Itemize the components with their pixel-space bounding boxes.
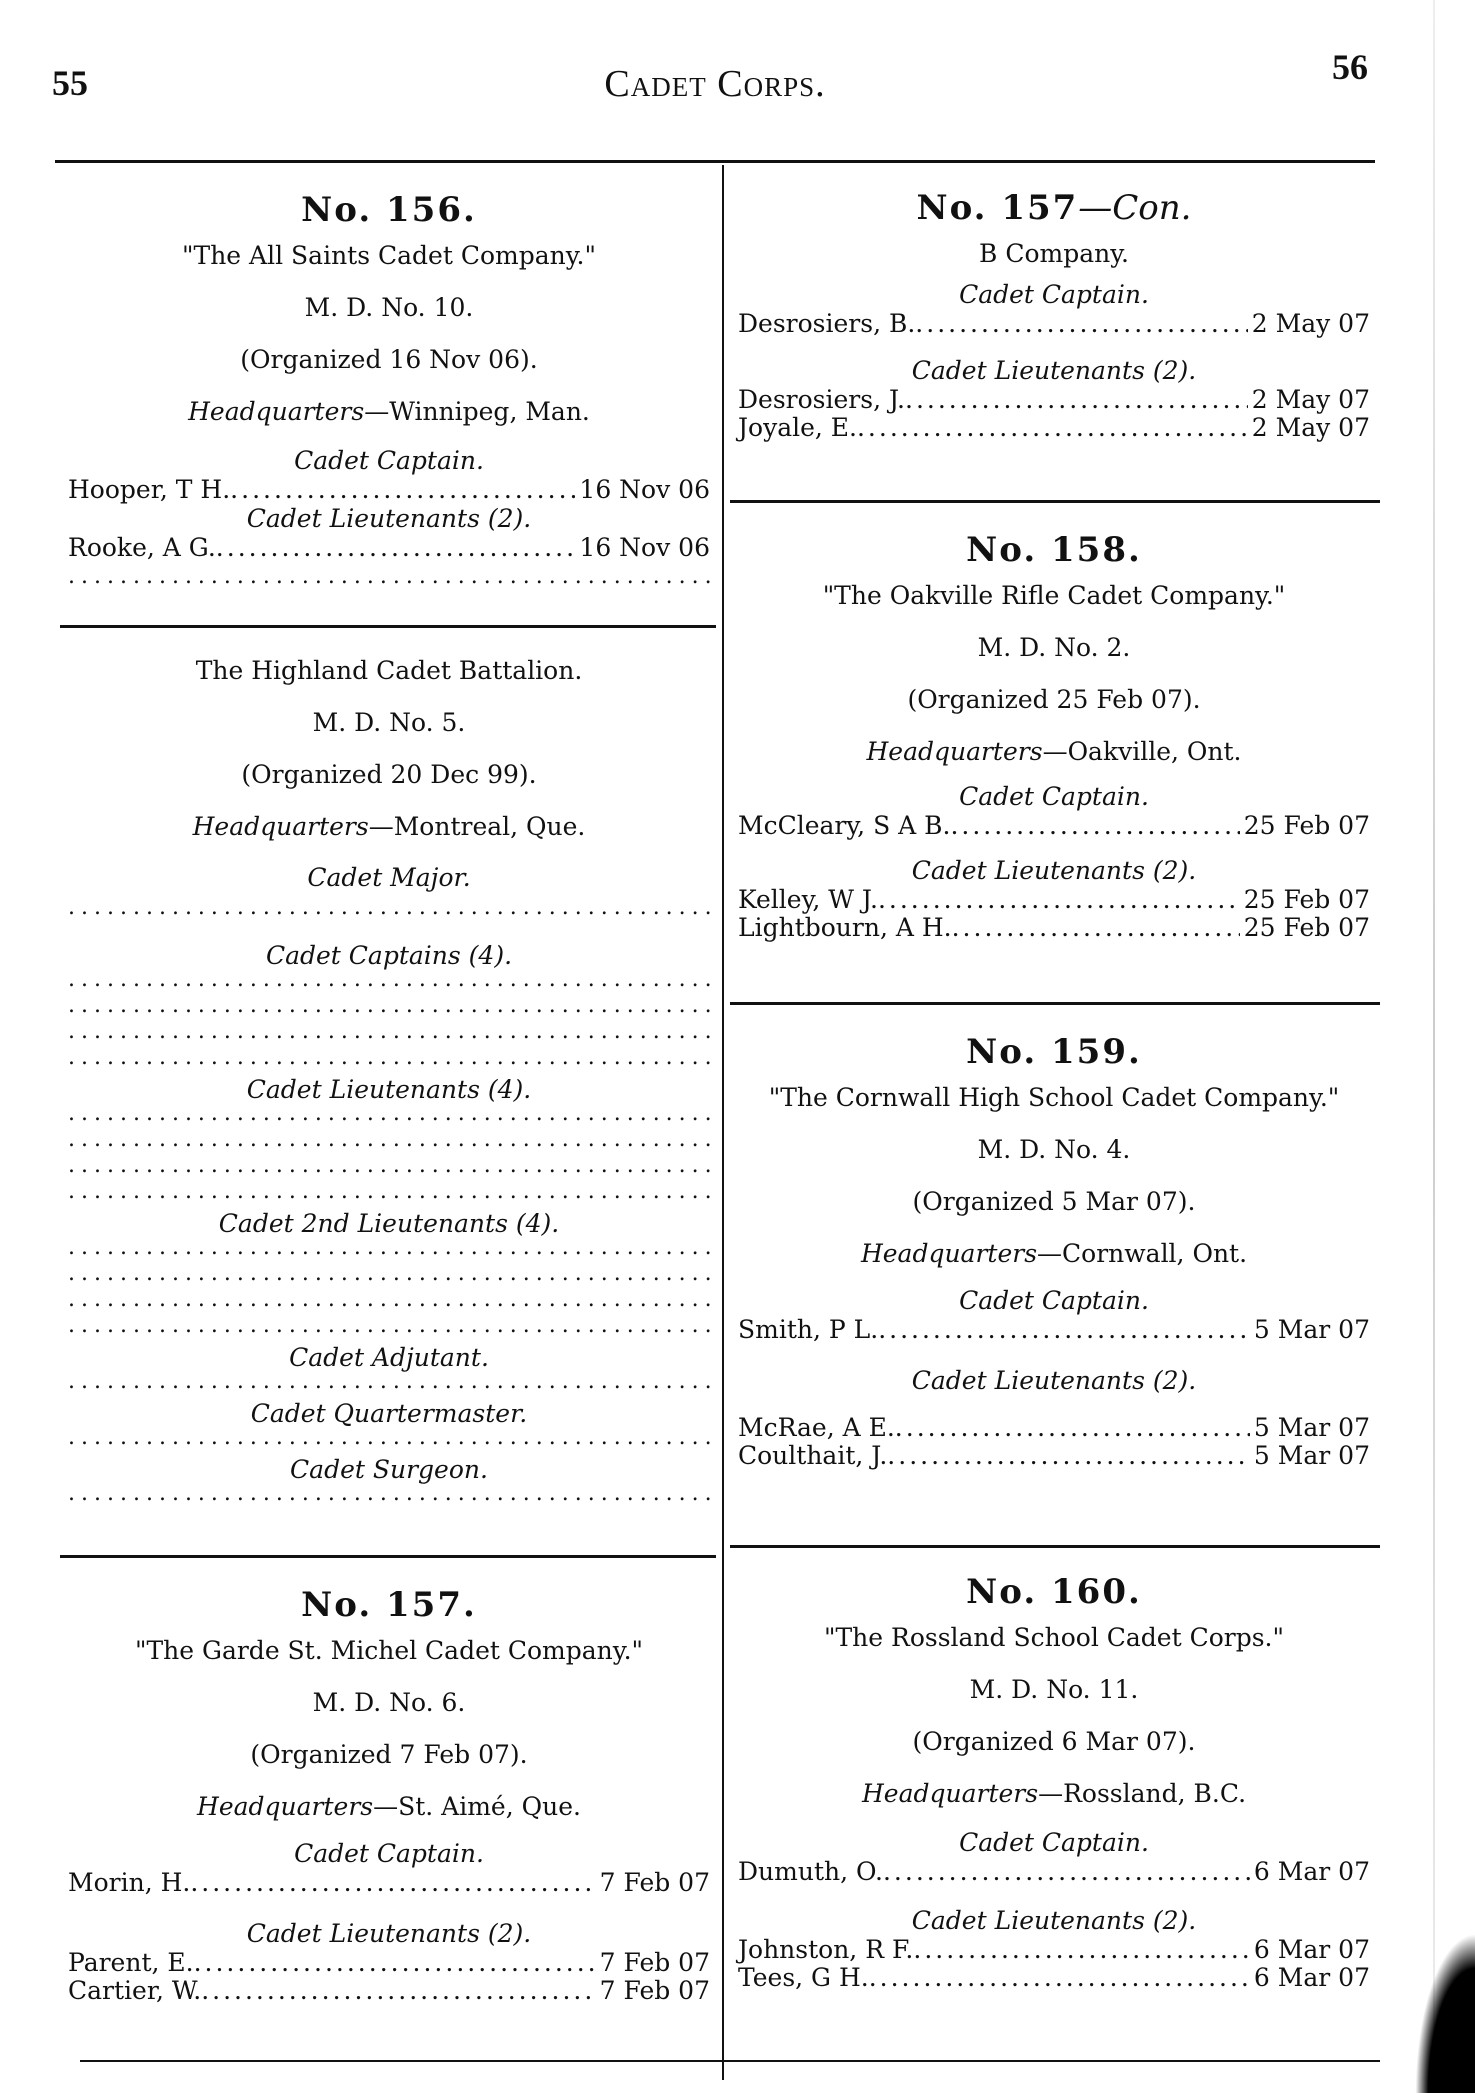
entry-number: No. 159. — [966, 1032, 1142, 1072]
headquarters-label: Headquarters — [188, 397, 365, 426]
leader-dots — [952, 914, 1240, 942]
officer-name: Desrosiers, J. — [738, 385, 905, 414]
officer-date: 2 May 07 — [1251, 309, 1370, 338]
officer-name: Lightbourn, A H. — [738, 913, 952, 942]
section-rule — [60, 1555, 716, 1558]
officer-entry — [738, 310, 1370, 338]
vacant-line — [68, 1239, 710, 1265]
officer-entry — [738, 812, 1370, 840]
section-rule — [730, 500, 1380, 503]
military-district: M. D. No. 5. — [312, 708, 466, 737]
officer-name: Smith, P L. — [738, 1315, 879, 1344]
vacant-line — [68, 1265, 710, 1291]
vacant-line — [68, 1023, 710, 1049]
company-name: "The All Saints Cadet Company." — [182, 241, 596, 270]
company-name: "The Oakville Rifle Cadet Company." — [822, 581, 1286, 610]
role-heading: Cadet Captain. — [959, 782, 1149, 811]
role-heading: Cadet Major. — [307, 863, 471, 892]
officer-name: Kelley, W J. — [738, 885, 878, 914]
entry-highland-battalion — [68, 645, 710, 1511]
headquarters — [738, 1228, 1370, 1280]
officer-entry — [68, 1949, 710, 1977]
military-district: M. D. No. 11. — [969, 1675, 1139, 1704]
officer-name: Joyale, E. — [738, 413, 857, 442]
page-corner-shadow — [1415, 1933, 1475, 2093]
headquarters-label: Headquarters — [866, 737, 1043, 766]
officer-entry — [738, 1442, 1370, 1470]
leader-dots — [913, 1936, 1250, 1964]
organized-date: (Organized 16 Nov 06). — [240, 345, 538, 374]
vacant-line — [68, 1105, 710, 1131]
officer-entry — [738, 914, 1370, 942]
leader-dots — [905, 386, 1248, 414]
vacant-line — [68, 1485, 710, 1511]
officer-entry — [68, 476, 710, 504]
officer-entry — [68, 534, 710, 562]
officer-date: 25 Feb 07 — [1243, 913, 1370, 942]
company-name: "The Cornwall High School Cadet Company." — [768, 1083, 1340, 1112]
role-heading: Cadet Captain. — [959, 1286, 1149, 1315]
officer-name: Johnston, R F. — [738, 1935, 914, 1964]
officer-entry — [738, 386, 1370, 414]
leader-dots — [915, 310, 1247, 338]
headquarters-label: Headquarters — [192, 812, 369, 841]
role-heading: Cadet Lieutenants (2). — [911, 1366, 1197, 1395]
organized-date: (Organized 6 Mar 07). — [912, 1727, 1196, 1756]
leader-dots — [201, 1977, 595, 2005]
officer-name: Desrosiers, B. — [738, 309, 916, 338]
military-district: M. D. No. 10. — [304, 293, 474, 322]
role-heading: Cadet 2nd Lieutenants (4). — [218, 1209, 560, 1238]
officer-name: Dumuth, O. — [738, 1857, 883, 1886]
company-name: "The Garde St. Michel Cadet Company." — [134, 1636, 644, 1665]
officer-date: 16 Nov 06 — [579, 475, 710, 504]
role-heading: Cadet Lieutenants (2). — [246, 504, 532, 533]
vacant-line — [68, 1131, 710, 1157]
role-heading: Cadet Lieutenants (2). — [246, 1919, 532, 1948]
role-heading: Cadet Lieutenants (2). — [911, 856, 1197, 885]
leader-dots — [883, 1858, 1250, 1886]
bottom-rule — [80, 2060, 1380, 2062]
officer-date: 25 Feb 07 — [1243, 811, 1370, 840]
headquarters-value: —Rossland, B.C. — [1038, 1779, 1247, 1808]
organized-date: (Organized 5 Mar 07). — [912, 1187, 1196, 1216]
officer-name: Morin, H. — [68, 1868, 191, 1897]
company-subdivision: B Company. — [979, 239, 1129, 268]
vacant-line — [68, 1373, 710, 1399]
headquarters — [738, 726, 1370, 778]
organized-date: (Organized 25 Feb 07). — [907, 685, 1201, 714]
column-divider — [722, 165, 724, 2080]
officer-entry — [68, 1869, 710, 1897]
leader-dots — [857, 414, 1248, 442]
officer-entry — [738, 886, 1370, 914]
military-district: M. D. No. 4. — [977, 1135, 1131, 1164]
headquarters-label: Headquarters — [861, 1779, 1039, 1808]
officer-date: 25 Feb 07 — [1243, 885, 1370, 914]
vacant-line — [68, 1429, 710, 1455]
entry-number-text: No. 157 — [916, 188, 1079, 228]
headquarters-value: —Montreal, Que. — [368, 812, 586, 841]
officer-entry — [738, 1858, 1370, 1886]
officer-name: Hooper, T H. — [68, 475, 231, 504]
headquarters-value: —St. Aimé, Que. — [373, 1792, 581, 1821]
military-district: M. D. No. 2. — [977, 633, 1131, 662]
section-rule — [730, 1545, 1380, 1548]
leader-dots — [878, 886, 1240, 914]
officer-entry — [68, 1977, 710, 2005]
headquarters — [68, 801, 710, 853]
officer-date: 7 Feb 07 — [599, 1976, 710, 2005]
role-heading: Cadet Adjutant. — [289, 1343, 489, 1372]
headquarters-value: —Cornwall, Ont. — [1037, 1239, 1248, 1268]
vacant-line — [68, 1183, 710, 1209]
officer-date: 16 Nov 06 — [579, 533, 710, 562]
leader-dots — [230, 476, 575, 504]
vacant-line — [68, 899, 710, 925]
leader-dots — [194, 1949, 596, 1977]
officer-name: McRae, A E. — [738, 1413, 895, 1442]
officer-entry — [738, 414, 1370, 442]
leader-dots — [895, 1414, 1250, 1442]
entry-no-157 — [68, 1585, 710, 2005]
left-column — [68, 160, 710, 2080]
leader-dots — [869, 1964, 1250, 1992]
military-district: M. D. No. 6. — [312, 1688, 466, 1717]
headquarters — [68, 386, 710, 438]
officer-name: McCleary, S A B. — [738, 811, 951, 840]
leader-dots — [216, 534, 576, 562]
officer-name: Cartier, W. — [68, 1976, 202, 2005]
organized-date: (Organized 20 Dec 99). — [241, 760, 537, 789]
company-name: "The Rossland School Cadet Corps." — [823, 1623, 1284, 1652]
role-heading: Cadet Captains (4). — [265, 941, 513, 970]
vacant-line — [68, 1157, 710, 1183]
officer-date: 6 Mar 07 — [1253, 1935, 1370, 1964]
vacant-line — [68, 1049, 710, 1075]
entry-no-157-continued — [738, 188, 1370, 442]
entry-no-160 — [738, 1572, 1370, 1992]
headquarters-value: —Winnipeg, Man. — [364, 397, 590, 426]
page-number-left: 55 — [52, 63, 88, 103]
role-heading: Cadet Captain. — [294, 446, 484, 475]
headquarters — [68, 1781, 710, 1833]
officer-date: 5 Mar 07 — [1253, 1413, 1370, 1442]
role-heading: Cadet Quartermaster. — [250, 1399, 528, 1428]
role-heading: Cadet Captain. — [959, 280, 1149, 309]
officer-entry — [738, 1316, 1370, 1344]
entry-no-156 — [68, 190, 710, 594]
running-title: Cadet Corps. — [604, 63, 826, 105]
role-heading: Cadet Lieutenants (2). — [911, 1906, 1197, 1935]
entry-number — [738, 188, 1370, 228]
vacant-line — [68, 1291, 710, 1317]
entry-no-158 — [738, 530, 1370, 942]
leader-dots — [878, 1316, 1250, 1344]
right-column — [738, 160, 1370, 2080]
entry-no-159 — [738, 1032, 1370, 1470]
officer-date: 2 May 07 — [1251, 385, 1370, 414]
officer-date: 2 May 07 — [1251, 413, 1370, 442]
officer-entry — [738, 1964, 1370, 1992]
headquarters — [738, 1768, 1370, 1820]
section-rule — [60, 625, 716, 628]
leader-dots — [950, 812, 1239, 840]
officer-date: 6 Mar 07 — [1253, 1963, 1370, 1992]
vacant-line — [68, 568, 710, 594]
officer-date: 7 Feb 07 — [599, 1948, 710, 1977]
entry-number: No. 158. — [966, 530, 1142, 570]
officer-date: 6 Mar 07 — [1253, 1857, 1370, 1886]
headquarters-value: —Oakville, Ont. — [1042, 737, 1242, 766]
role-heading: Cadet Lieutenants (4). — [246, 1075, 532, 1104]
officer-name: Coulthait, J. — [738, 1441, 888, 1470]
vacant-line — [68, 997, 710, 1023]
role-heading: Cadet Lieutenants (2). — [911, 356, 1197, 385]
role-heading: Cadet Captain. — [294, 1839, 484, 1868]
leader-dots — [887, 1442, 1250, 1470]
role-heading: Cadet Captain. — [959, 1828, 1149, 1857]
officer-name: Parent, E. — [68, 1948, 194, 1977]
officer-date: 5 Mar 07 — [1253, 1315, 1370, 1344]
officer-name: Rooke, A G. — [68, 533, 216, 562]
leader-dots — [190, 1869, 595, 1897]
headquarters-label: Headquarters — [860, 1239, 1038, 1268]
role-heading: Cadet Surgeon. — [290, 1455, 488, 1484]
vacant-line — [68, 1317, 710, 1343]
entry-number: No. 157. — [301, 1585, 477, 1625]
continued-label: —Con. — [1078, 188, 1192, 228]
section-rule — [730, 1002, 1380, 1005]
organized-date: (Organized 7 Feb 07). — [250, 1740, 528, 1769]
company-name: The Highland Cadet Battalion. — [195, 656, 583, 685]
officer-date: 7 Feb 07 — [599, 1868, 710, 1897]
entry-number: No. 156. — [301, 190, 477, 230]
vacant-line — [68, 971, 710, 997]
page-gutter-shadow — [1433, 0, 1435, 2093]
officer-entry — [738, 1414, 1370, 1442]
headquarters-label: Headquarters — [197, 1792, 374, 1821]
officer-date: 5 Mar 07 — [1253, 1441, 1370, 1470]
officer-entry — [738, 1936, 1370, 1964]
officer-name: Tees, G H. — [738, 1963, 869, 1992]
page-number-right: 56 — [1332, 47, 1368, 87]
entry-number: No. 160. — [966, 1572, 1142, 1612]
